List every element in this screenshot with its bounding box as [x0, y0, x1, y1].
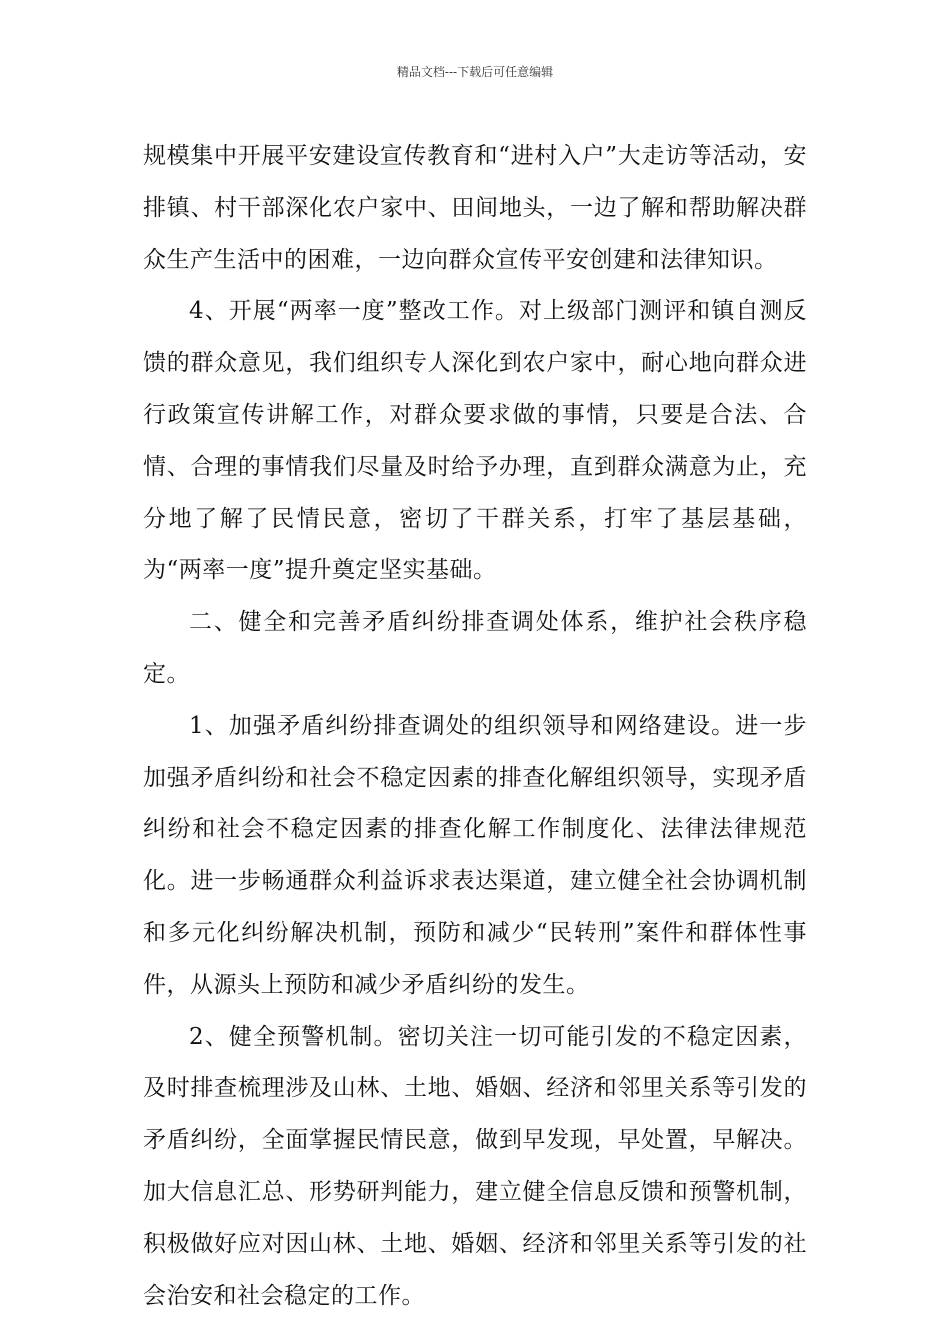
paragraph-continuation: 规模集中开展平安建设宣传教育和“进村入户”大走访等活动，安排镇、村干部深化农户家中、田间地头，一边了解和帮助解决群众生产生活中的困难，一边向群众宣传平安创建和法律知识。 [143, 143, 807, 273]
paragraph-item-2: 2、健全预警机制。密切关注一切可能引发的不稳定因素，及时排查梳理涉及山林、土地、婚姻、经济和邻里关系等引发的矛盾纠纷，全面掌握民情民意，做到早发现，早处置，早解决。加大信息汇总、形势研判能力，建立健全信息反馈和预警机制，积极做好应对因山林、土地、婚姻、经济和邻里关系等引发的社会治安和社会稳定的工作。 [143, 1023, 807, 1309]
page-header: 精品文档---下载后可任意编辑 [396, 65, 554, 79]
document-body [143, 131, 807, 1322]
section-heading-2: 二、健全和完善矛盾纠纷排查调处体系，维护社会秩序稳定。 [143, 609, 807, 687]
paragraph-item-1: 1、加强矛盾纠纷排查调处的组织领导和网络建设。进一步加强矛盾纠纷和社会不稳定因素的排查化解组织领导，实现矛盾纠纷和社会不稳定因素的排查化解工作制度化、法律法律规范化。进一步畅通群众利益诉求表达渠道，建立健全社会协调机制和多元化纠纷解决机制，预防和减少“民转刑”案件和群体性事件，从源头上预防和减少矛盾纠纷的发生。 [143, 712, 807, 998]
paragraph-item-4: 4、开展“两率一度”整改工作。对上级部门测评和镇自测反馈的群众意见，我们组织专人深化到农户家中，耐心地向群众进行政策宣传讲解工作，对群众要求做的事情，只要是合法、合情、合理的事情我们尽量及时给予办理，直到群众满意为止，充分地了解了民情民意，密切了干群关系，打牢了基层基础，为“两率一度”提升奠定坚实基础。 [143, 298, 807, 584]
